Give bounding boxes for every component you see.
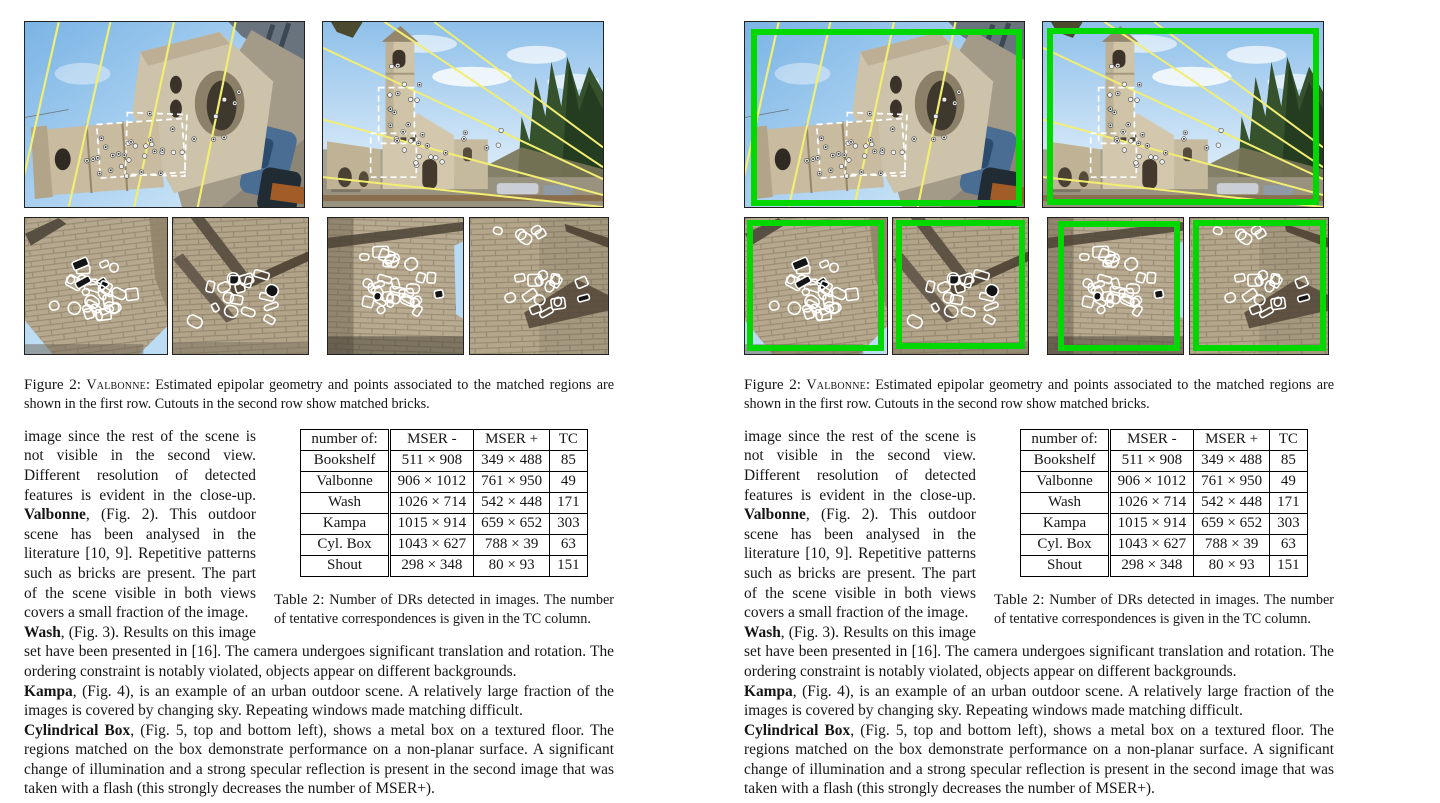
figure-caption-label: Figure 2:	[24, 376, 82, 393]
table-cell: 85	[550, 450, 588, 471]
table-cell: 788 × 39	[474, 534, 550, 555]
body-paragraph-cylbox	[24, 721, 614, 799]
table-caption-label: Table 2:	[994, 590, 1045, 608]
table-cell: Kampa	[301, 513, 389, 534]
brick-cutout-1	[744, 217, 888, 355]
valbonne-view-b-image	[322, 21, 604, 208]
table-cell: 151	[550, 555, 588, 576]
table-cell: Valbonne	[301, 471, 389, 492]
figure-caption-text: : Estimated epipolar geometry and points associated to the matched regions are shown in the first row. Cutouts in the second row show matched bricks.	[24, 377, 615, 413]
body-text	[24, 427, 614, 799]
table-cell: 298 × 348	[389, 555, 473, 576]
brick-cutout-3	[327, 217, 464, 355]
body-paragraph-wash	[744, 623, 1334, 682]
table-cell: 788 × 39	[1194, 534, 1270, 555]
table-cell: 511 × 908	[1109, 450, 1193, 471]
figure-caption	[24, 375, 614, 414]
table-cell: 303	[1270, 513, 1308, 534]
table-row	[301, 513, 587, 534]
table-cell: 63	[1270, 534, 1308, 555]
table-cell: 49	[1270, 471, 1308, 492]
paragraph-lead: Cylindrical Box	[744, 721, 851, 739]
table-row	[1021, 471, 1307, 492]
table-cell: 659 × 652	[1194, 513, 1270, 534]
table-row	[301, 492, 587, 513]
table-cell: 80 × 93	[1194, 555, 1270, 576]
brick-cutout-2	[172, 217, 309, 355]
table-header-cell: MSER -	[389, 429, 473, 450]
table-cell: 1015 × 914	[1109, 513, 1193, 534]
table-cell: 171	[1270, 492, 1308, 513]
table-cell: 542 × 448	[1194, 492, 1270, 513]
brick-cutout-1	[24, 217, 168, 355]
figure-row-cutouts	[24, 217, 614, 355]
table-row	[1021, 450, 1307, 471]
table-cell: Valbonne	[1021, 471, 1109, 492]
table-cell: Shout	[1021, 555, 1109, 576]
figure-row-epipolar	[744, 21, 1334, 208]
results-table-block	[994, 427, 1334, 629]
paragraph-text: , (Fig. 5, top and bottom left), shows a metal box on a textured floor. The regions matched on the box demonstrate performance on a non-planar surface. A significant change of illumination and a strong specular reflection is present in the second image that was taken with a flash (this strongly decreases the number of MSER+).	[24, 721, 614, 798]
table-cell: Kampa	[1021, 513, 1109, 534]
table-header-cell: MSER -	[1109, 429, 1193, 450]
table-cell: 906 × 1012	[389, 471, 473, 492]
table-cell: 542 × 448	[474, 492, 550, 513]
figure-caption-scname: Valbonne	[806, 377, 866, 393]
table-header-cell: MSER +	[474, 429, 550, 450]
table-header-cell: MSER +	[1194, 429, 1270, 450]
paragraph-text: , (Fig. 3). Results on this image set have been presented in [16]. The camera undergoes significant translation and rotation. The ordering constraint is notably violated, objects appear on different backgrounds.	[24, 623, 614, 680]
paragraph-lead: Wash	[24, 623, 61, 641]
body-paragraph-kampa	[744, 682, 1334, 721]
table-cell: Wash	[1021, 492, 1109, 513]
table-cell: 298 × 348	[1109, 555, 1193, 576]
valbonne-view-b-image	[1042, 21, 1324, 208]
paragraph-text: , (Fig. 3). Results on this image set have been presented in [16]. The camera undergoes significant translation and rotation. The ordering constraint is notably violated, objects appear on different backgrounds.	[744, 623, 1334, 680]
table-cell: Shout	[301, 555, 389, 576]
table-cell: 659 × 652	[474, 513, 550, 534]
table-cell: 511 × 908	[389, 450, 473, 471]
figure-caption-label: Figure 2:	[744, 376, 802, 393]
table-cell: 85	[1270, 450, 1308, 471]
body-text	[744, 427, 1334, 799]
results-table-block	[274, 427, 614, 629]
figure-row-epipolar	[24, 21, 614, 208]
paragraph-text: , (Fig. 5, top and bottom left), shows a metal box on a textured floor. The regions matched on the box demonstrate performance on a non-planar surface. A significant change of illumination and a strong specular reflection is present in the second image that was taken with a flash (this strongly decreases the number of MSER+).	[744, 721, 1334, 798]
table-header-row	[1021, 429, 1307, 450]
paragraph-lead: Valbonne	[744, 506, 806, 524]
figure-caption-text: : Estimated epipolar geometry and points associated to the matched regions are shown in the first row. Cutouts in the second row show matched bricks.	[744, 377, 1335, 413]
table-cell: 349 × 488	[1194, 450, 1270, 471]
table-cell: 1043 × 627	[389, 534, 473, 555]
figure-caption-scname: Valbonne	[86, 377, 146, 393]
paragraph-text: , (Fig. 2). This outdoor scene has been analysed in the literature [10, 9]. Repetitive patterns such as bricks are present. The part of the scene visible in both views covers a small fraction of the image.	[744, 506, 976, 622]
table-cell: 171	[550, 492, 588, 513]
table-caption-text: Number of DRs detected in images. The number of tentative correspondences is given in the TC column.	[274, 591, 614, 628]
table-cell: Cyl. Box	[301, 534, 389, 555]
table-caption-text: Number of DRs detected in images. The number of tentative correspondences is given in the TC column.	[994, 591, 1334, 628]
table-header-cell: number of:	[301, 429, 389, 450]
brick-cutout-4	[1189, 217, 1329, 355]
figure-row-cutouts	[744, 217, 1334, 355]
paragraph-text: , (Fig. 4), is an example of an urban outdoor scene. A relatively large fraction of the images is covered by changing sky. Repeating windows made matching difficult.	[24, 682, 614, 720]
table-cell: Bookshelf	[1021, 450, 1109, 471]
table-row	[301, 555, 587, 576]
figure-caption	[744, 375, 1334, 414]
paragraph-lead: Cylindrical Box	[24, 721, 131, 739]
paragraph-text: image since the rest of the scene is not visible in the second view. Different resolution of detected features is evident in the close-up.	[744, 427, 976, 504]
brick-cutout-4	[469, 217, 609, 355]
paper-page-annotated	[744, 0, 1334, 799]
brick-cutout-2	[892, 217, 1029, 355]
brick-cutout-3	[1047, 217, 1184, 355]
table-cell: 63	[550, 534, 588, 555]
table-row	[1021, 534, 1307, 555]
table-header-row	[301, 429, 587, 450]
table-caption	[274, 590, 614, 629]
table-cell: Wash	[301, 492, 389, 513]
table-cell: 303	[550, 513, 588, 534]
valbonne-view-a-image	[24, 21, 305, 208]
table-cell: 349 × 488	[474, 450, 550, 471]
paragraph-text: image since the rest of the scene is not visible in the second view. Different resolution of detected features is evident in the close-up.	[24, 427, 256, 504]
table-row	[1021, 555, 1307, 576]
table-cell: 761 × 950	[1194, 471, 1270, 492]
valbonne-view-a-image	[744, 21, 1025, 208]
table-row	[301, 450, 587, 471]
table-cell: Bookshelf	[301, 450, 389, 471]
results-table	[300, 429, 587, 577]
body-paragraph-cylbox	[744, 721, 1334, 799]
results-table	[1020, 429, 1307, 577]
paragraph-lead: Kampa	[744, 682, 793, 700]
table-row	[301, 471, 587, 492]
body-paragraph-kampa	[24, 682, 614, 721]
table-cell: 1043 × 627	[1109, 534, 1193, 555]
table-caption-label: Table 2:	[274, 590, 325, 608]
table-cell: Cyl. Box	[1021, 534, 1109, 555]
table-header-cell: TC	[550, 429, 588, 450]
table-cell: 1026 × 714	[389, 492, 473, 513]
table-row	[1021, 492, 1307, 513]
table-cell: 151	[1270, 555, 1308, 576]
paragraph-text: , (Fig. 4), is an example of an urban outdoor scene. A relatively large fraction of the images is covered by changing sky. Repeating windows made matching difficult.	[744, 682, 1334, 720]
paragraph-lead: Wash	[744, 623, 781, 641]
paragraph-lead: Kampa	[24, 682, 73, 700]
table-cell: 1015 × 914	[389, 513, 473, 534]
paragraph-text: , (Fig. 2). This outdoor scene has been analysed in the literature [10, 9]. Repetitive patterns such as bricks are present. The part of the scene visible in both views covers a small fraction of the image.	[24, 506, 256, 622]
body-paragraph-wash	[24, 623, 614, 682]
table-cell: 1026 × 714	[1109, 492, 1193, 513]
paragraph-lead: Valbonne	[24, 506, 86, 524]
table-row	[301, 534, 587, 555]
table-header-cell: number of:	[1021, 429, 1109, 450]
table-cell: 761 × 950	[474, 471, 550, 492]
paper-page-original	[24, 0, 614, 799]
table-header-cell: TC	[1270, 429, 1308, 450]
table-cell: 49	[550, 471, 588, 492]
table-cell: 80 × 93	[474, 555, 550, 576]
table-row	[1021, 513, 1307, 534]
table-cell: 906 × 1012	[1109, 471, 1193, 492]
table-caption	[994, 590, 1334, 629]
